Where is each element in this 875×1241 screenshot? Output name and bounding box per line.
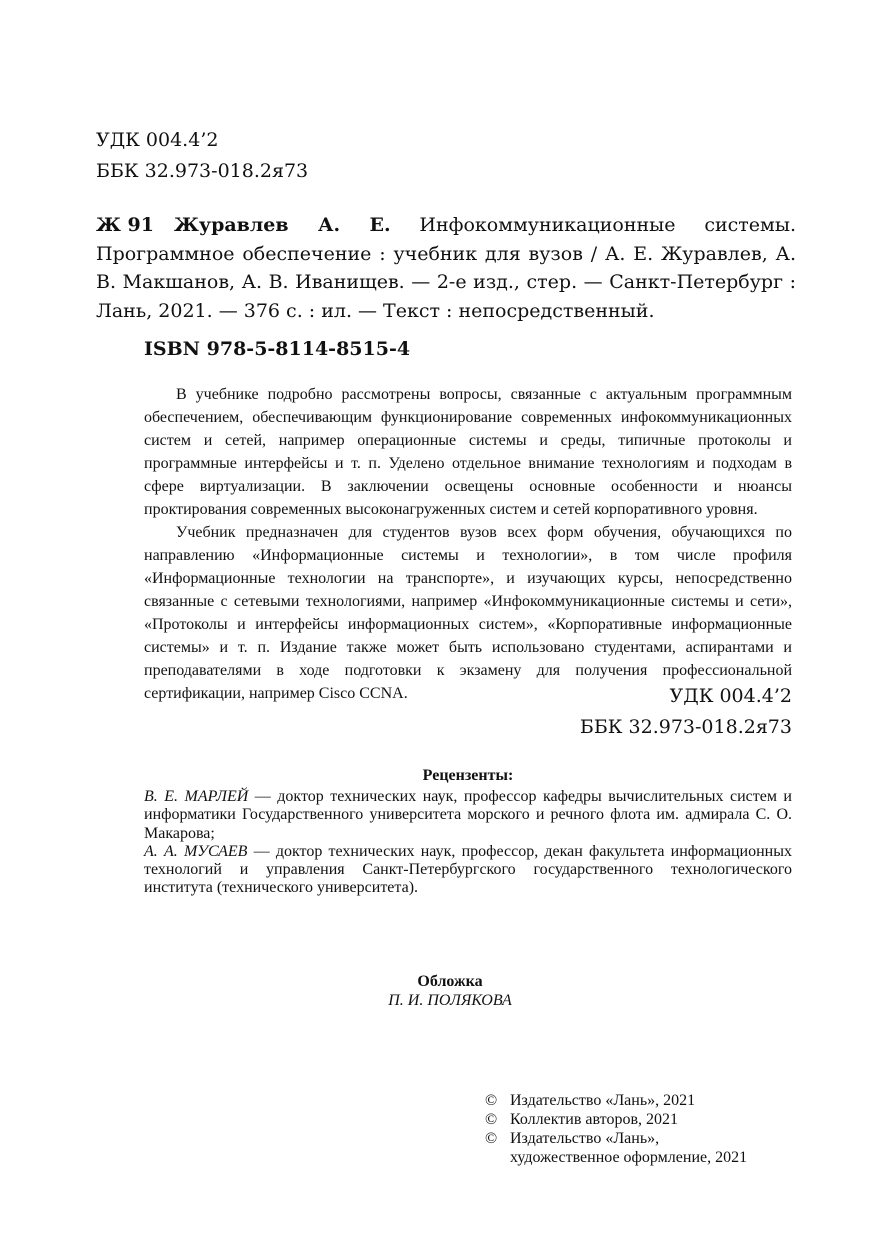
bibliographic-record	[96, 211, 796, 325]
copyright-block	[485, 1091, 795, 1167]
cover-designer: П. И. ПОЛЯКОВА	[388, 992, 512, 1009]
copyright-continuation: художественное оформление, 2021	[510, 1149, 748, 1166]
copyright-line	[485, 1129, 795, 1148]
classification-top	[96, 125, 308, 187]
copyright-text: Издательство «Лань»,	[510, 1130, 660, 1147]
reviewers-heading: Рецензенты:	[422, 767, 514, 784]
bibliographic-entry	[96, 211, 796, 325]
classification-bottom	[500, 681, 792, 743]
copyright-symbol: ©	[485, 1092, 498, 1109]
copyright-line	[485, 1091, 795, 1110]
author-mark: Ж 91	[96, 214, 154, 236]
bbk-code: ББК 32.973-018.2я73	[96, 160, 309, 182]
copyright-symbol: ©	[485, 1130, 498, 1147]
abstract	[144, 383, 792, 705]
copyright-symbol: ©	[485, 1111, 498, 1128]
cover-credit	[300, 972, 600, 1010]
copyright-text: Коллектив авторов, 2021	[510, 1111, 678, 1128]
copyright-line	[485, 1110, 795, 1129]
reviewer-name: В. Е. МАРЛЕЙ	[144, 788, 249, 806]
reviewer-entry	[144, 843, 792, 898]
reviewer-description: — доктор технических наук, профессор кафедры вычислительных систем и информатики Государственного университета морского и речного флота им. адмирала С. О. Макарова;	[144, 788, 792, 842]
cover-label: Обложка	[417, 973, 483, 990]
abstract-paragraph: В учебнике подробно рассмотрены вопросы, связанные с актуальным программным обеспечением, обеспечивающим функционирование современных инфокоммуникационных систем и сетей, например операционные системы и среды, типичные протоколы и программные интерфейсы и т. п. Уделено отдельное внимание технологиям и подходам в сфере виртуализации. В заключении освещены основные особенности и нюансы проктирования современных высоконагруженных систем и сетей корпоративного уровня.	[144, 386, 792, 518]
author-name: Журавлев А. Е.	[174, 214, 391, 236]
abstract-paragraph: Учебник предназначен для студентов вузов всех форм обучения, обучающихся по направлению «Информационные системы и технологии», в том числе профиля «Информационные технологии на транспорте», и изучающих курсы, непосредственно связанные с сетевыми технологиями, например «Инфокоммуникационные системы и сети», «Протоколы и интерфейсы информационных систем», «Корпоративные информационные системы» и т. п. Издание также может быть использовано студентами, аспирантами и преподавателями в ходе подготовки к экзамену для получения профессиональной сертификации, например Cisco CCNA.	[144, 524, 792, 702]
reviewer-entry	[144, 788, 792, 843]
bbk-code: ББК 32.973-018.2я73	[579, 716, 792, 738]
reviewers	[144, 767, 792, 897]
reviewer-name: А. А. МУСАЕВ	[144, 842, 248, 860]
copyright-text: Издательство «Лань», 2021	[510, 1092, 696, 1109]
udk-code: УДК 004.4’2	[669, 685, 792, 707]
bibliographic-description: Инфокоммуникационные системы. Программное обеспечение : учебник для вузов / А. Е. Журавлев, А. В. Макшанов, А. В. Иванищев. — 2-е изд., стер. — Санкт-Петербург : Лань, 2021. — 376 с. : ил. — Текст : непосредственный.	[96, 214, 796, 322]
isbn: ISBN 978-5-8114-8515-4	[144, 338, 411, 360]
reviewer-description: — доктор технических наук, профессор, декан факультета информационных технологий и управления Санкт-Петербургского государственного технологического института (технического университета).	[144, 842, 792, 897]
udk-code: УДК 004.4’2	[96, 129, 219, 151]
